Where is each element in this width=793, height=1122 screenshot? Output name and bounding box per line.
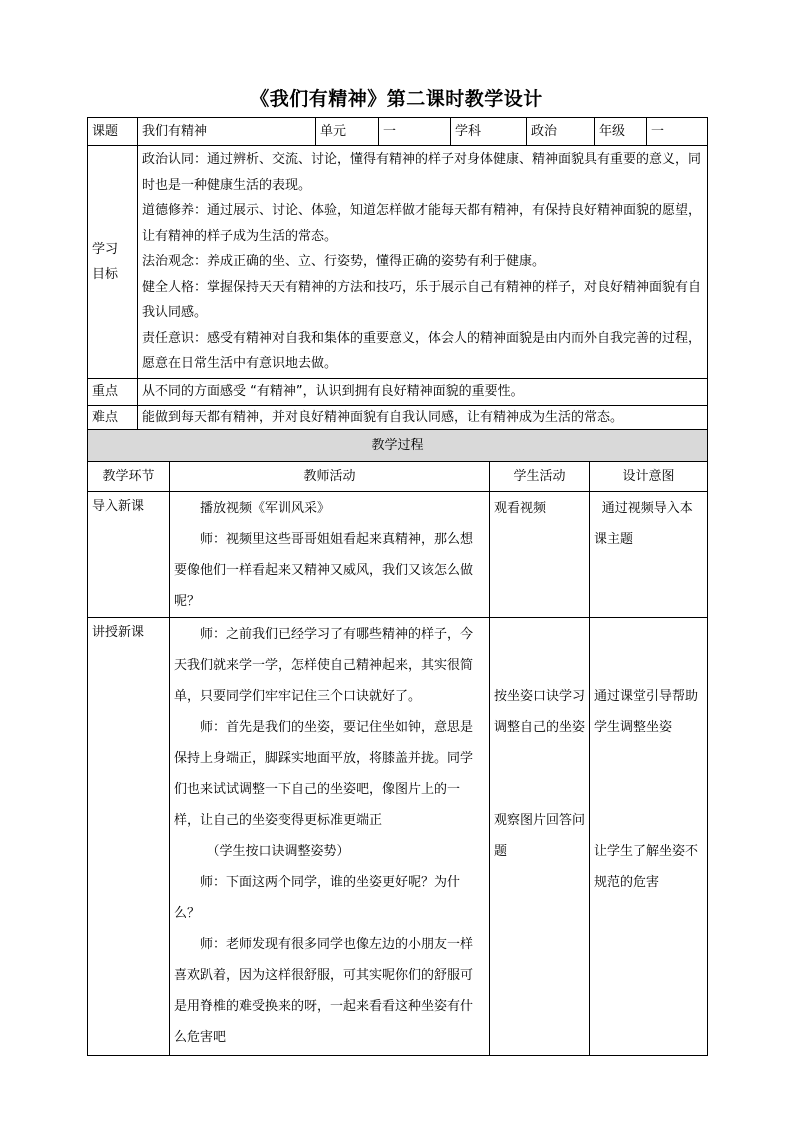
- intro-stage: 导入新课: [88, 492, 170, 618]
- topic-label: 课题: [88, 118, 138, 146]
- key-point-text: 从不同的方面感受 “有精神”，认识到拥有良好精神面貌的重要性。: [138, 378, 708, 405]
- teach-teacher-para4: 师：下面这两个同学，谁的坐姿更好呢？为什么？: [174, 875, 461, 921]
- page-title: 《我们有精神》第二课时教学设计: [250, 88, 543, 110]
- teaching-process-table: [87, 429, 708, 1056]
- teach-teacher-para5: 师：老师发现有很多同学也像左边的小朋友一样喜欢趴着，因为这样很舒服，可其实呢你们的舒服可是用脊椎的难受换来的呀，一起来看看这种坐姿有什么危害吧: [174, 937, 474, 1045]
- intro-teacher: [170, 492, 490, 618]
- teach-teacher-para3: （学生按口诀调整姿势）: [206, 844, 350, 859]
- teach-student-1: 按坐姿口诀学习调整自己的坐姿: [494, 689, 586, 735]
- teach-intent: [590, 618, 708, 1056]
- topic-value: 我们有精神: [138, 118, 316, 146]
- difficult-point-row: [88, 405, 708, 431]
- objectives-row: [88, 146, 708, 379]
- process-banner-row: [88, 430, 708, 462]
- process-header-row: [88, 462, 708, 492]
- col-student: 学生活动: [490, 462, 590, 492]
- difficult-point-text: 能做到每天都有精神，并对良好精神面貌有自我认同感，让有精神成为生活的常态。: [138, 405, 708, 431]
- objectives-content: [138, 146, 708, 379]
- key-point-row: [88, 378, 708, 405]
- subject-label: 学科: [451, 118, 527, 146]
- lesson-info-table: [87, 117, 708, 432]
- intro-row: [88, 492, 708, 618]
- unit-value: 一: [379, 118, 451, 146]
- difficult-point-label: 难点: [88, 405, 138, 431]
- objective-law: 法治观念：养成正确的坐、立、行姿势，懂得正确的姿势有利于健康。: [142, 254, 546, 269]
- intro-intent: [590, 492, 708, 618]
- grade-value: 一: [647, 118, 708, 146]
- objective-personality: 健全人格：掌握保持天天有精神的方法和技巧，乐于展示自己有精神的样子，对良好精神面貌有自我认同感。: [142, 279, 702, 320]
- objective-political: 政治认同：通过辨析、交流、讨论，懂得有精神的样子对身体健康、精神面貌具有重要的意义，同时也是一种健康生活的表现。: [142, 152, 702, 193]
- objectives-label-line2: 目标: [92, 266, 119, 282]
- teach-teacher: [170, 618, 490, 1056]
- grade-label: 年级: [595, 118, 647, 146]
- teach-teacher-para1: 师：之前我们已经学习了有哪些精神的样子，今天我们就来学一学，怎样使自己精神起来，其实很简单，只要同学们牢牢记住三个口诀就好了。: [174, 627, 474, 704]
- intro-intent-text: 通过视频导入本课主题: [594, 501, 693, 547]
- intro-student-text: 观看视频: [494, 501, 547, 516]
- teach-student: [490, 618, 590, 1056]
- intro-teacher-line2: 师：视频里这些哥哥姐姐看起来真精神，那么想要像他们一样看起来又精神又威风，我们又该怎么做呢？: [174, 532, 474, 609]
- teach-student-2: 观察图片回答问题: [494, 813, 586, 859]
- objective-moral: 道德修养：通过展示、讨论、体验，知道怎样做才能每天都有精神，有保持良好精神面貌的愿望，让有精神的样子成为生活的常态。: [142, 203, 702, 244]
- subject-value: 政治: [527, 118, 595, 146]
- objectives-label-line1: 学习: [92, 241, 119, 257]
- teach-stage: 讲授新课: [88, 618, 170, 1056]
- col-teacher: 教师活动: [170, 462, 490, 492]
- teach-intent-1: 通过课堂引导帮助学生调整坐姿: [594, 689, 699, 735]
- info-row: [88, 118, 708, 146]
- process-banner: 教学过程: [88, 430, 708, 462]
- unit-label: 单元: [316, 118, 379, 146]
- objective-responsibility: 责任意识：感受有精神对自我和集体的重要意义，体会人的精神面貌是由内而外自我完善的过程，愿意在日常生活中有意识地去做。: [142, 330, 702, 371]
- key-point-label: 重点: [88, 378, 138, 405]
- intro-teacher-line1: 播放视频《军训风采》: [200, 501, 331, 516]
- teach-intent-2: 让学生了解坐姿不规范的危害: [594, 844, 699, 890]
- teach-teacher-para2: 师：首先是我们的坐姿，要记住坐如钟，意思是保持上身端正，脚踩实地面平放，将膝盖并拢。同学们也来试试调整一下自己的坐姿吧，像图片上的一样，让自己的坐姿变得更标准更端正: [174, 720, 474, 828]
- col-intent: 设计意图: [590, 462, 708, 492]
- teach-row: [88, 618, 708, 1056]
- objectives-label: [88, 146, 138, 379]
- col-stage: 教学环节: [88, 462, 170, 492]
- intro-student: [490, 492, 590, 618]
